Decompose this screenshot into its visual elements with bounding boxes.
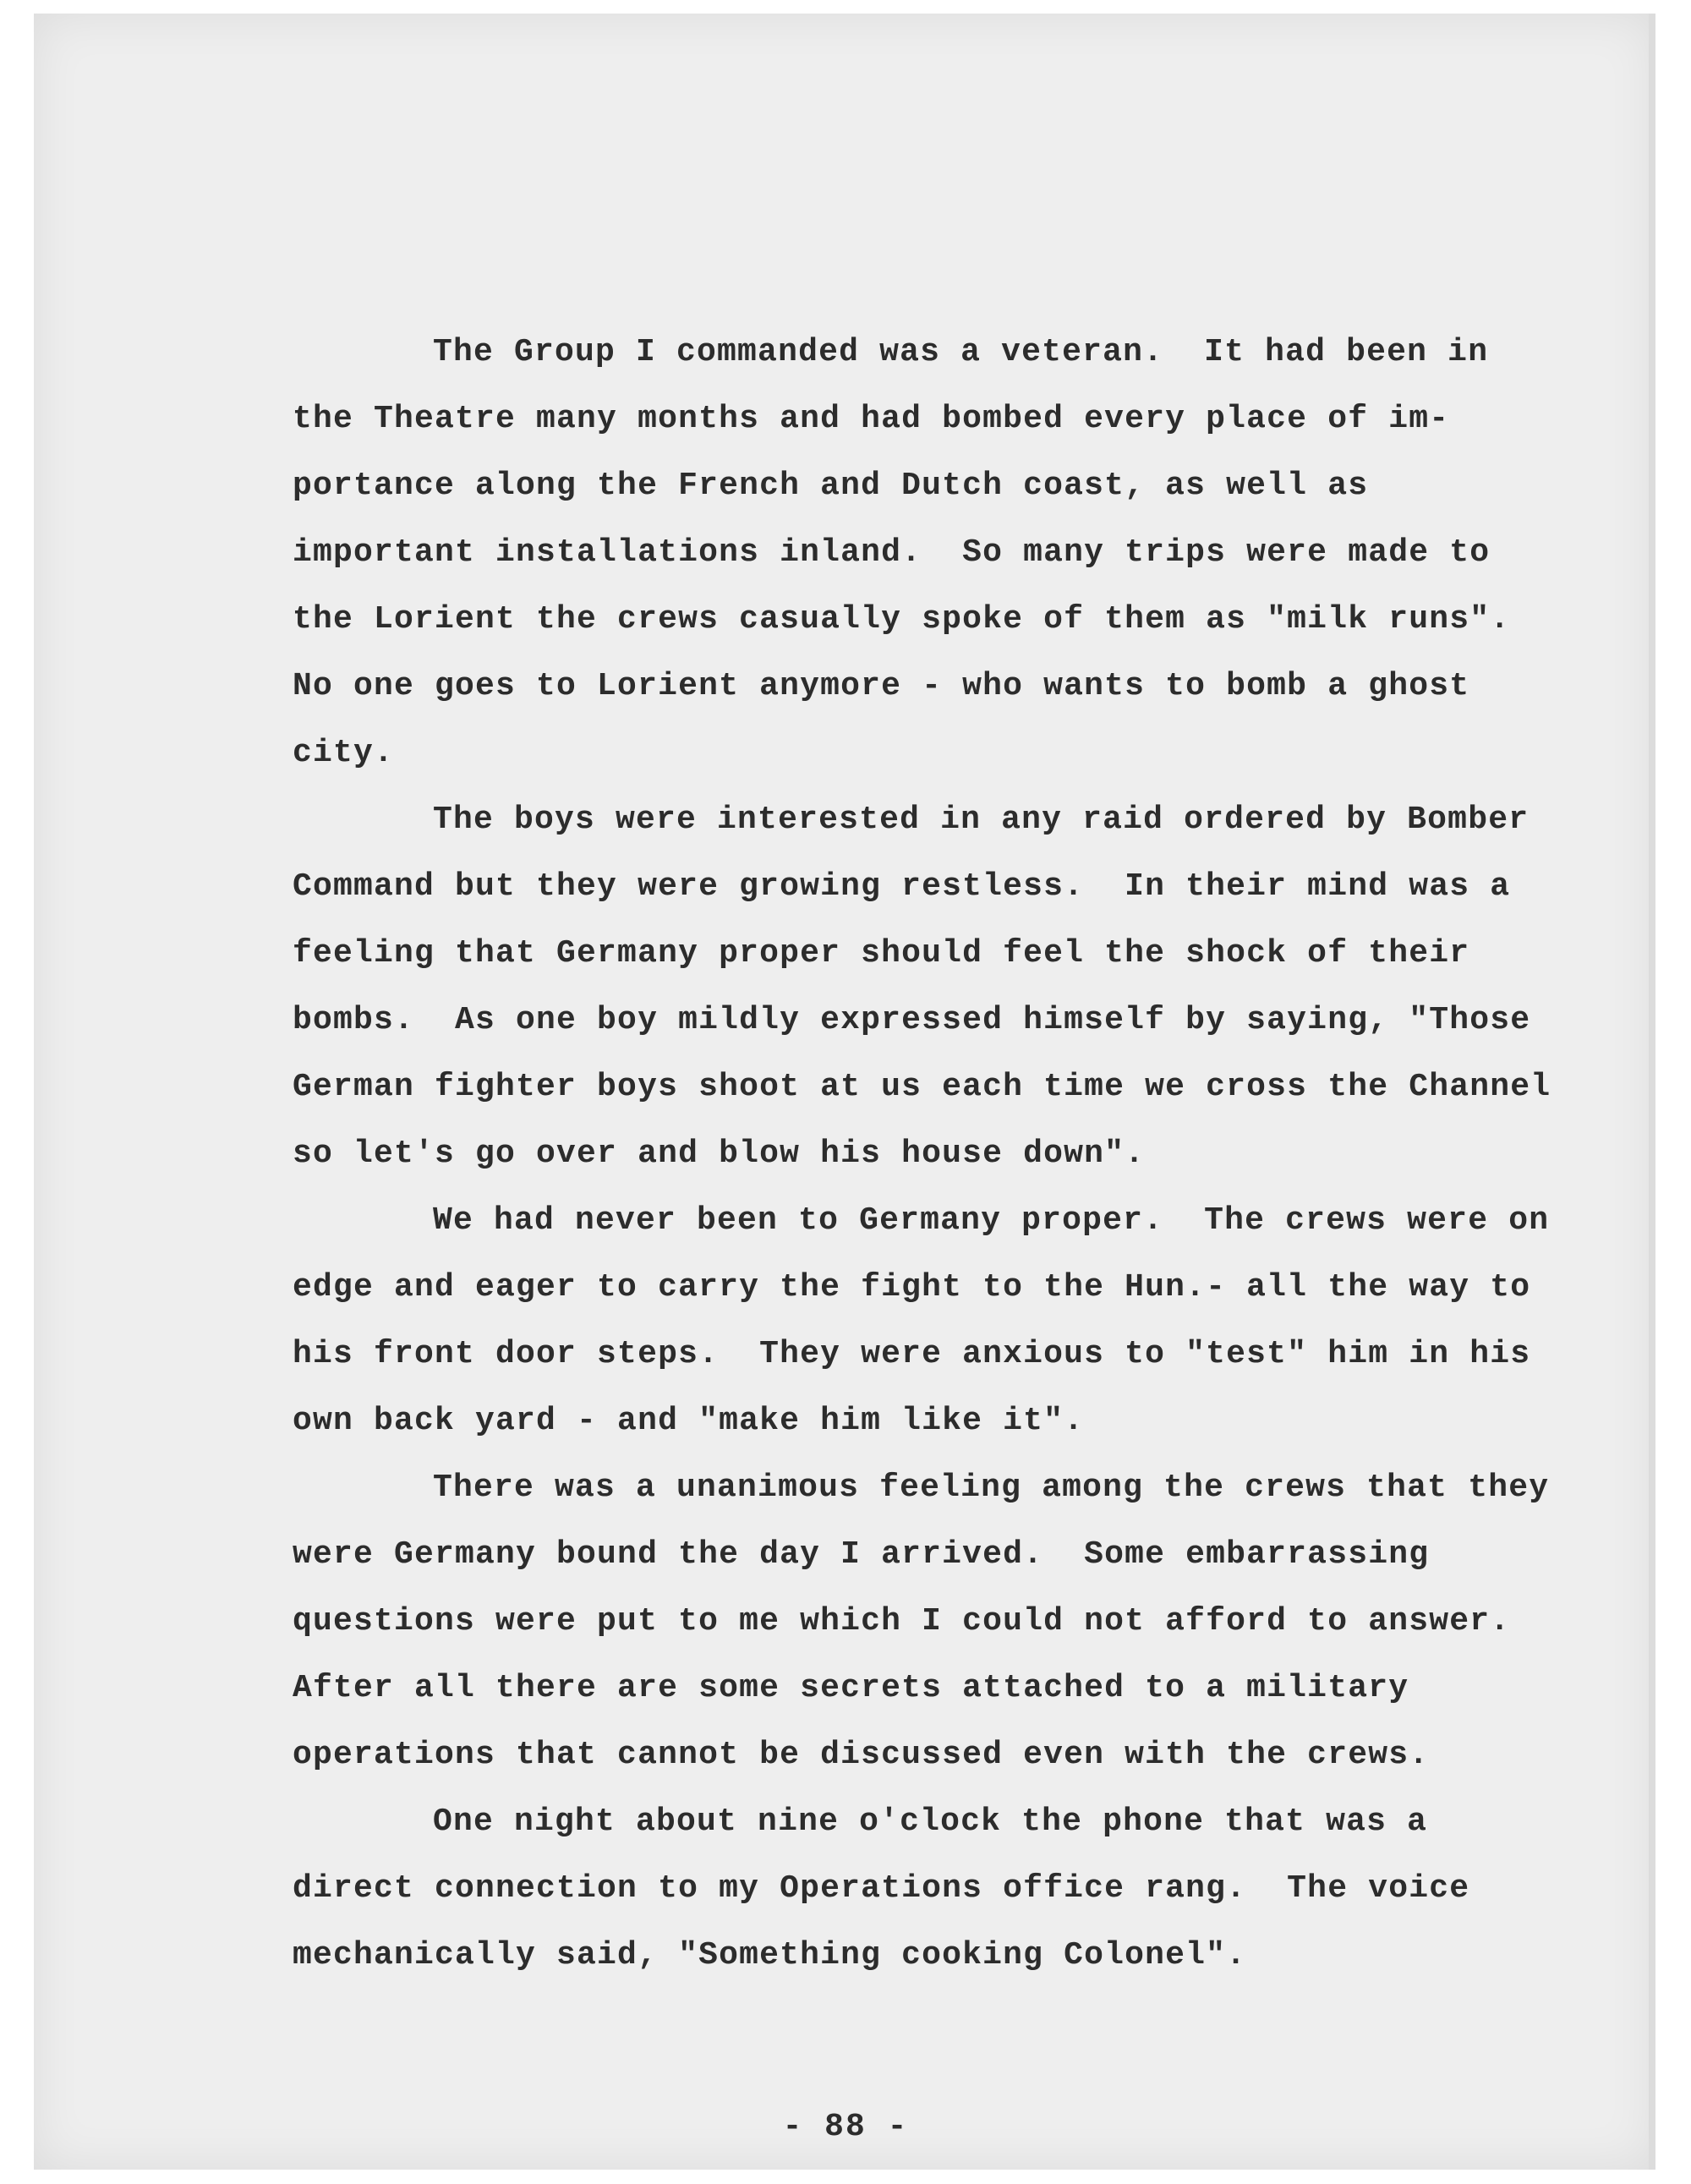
- paragraph-3-line-4: own back yard - and "make him like it".: [293, 1403, 1085, 1439]
- paragraph-2-line-6: so let's go over and blow his house down".: [293, 1136, 1146, 1172]
- paragraph-3-line-1: We had never been to Germany proper. The crews were on: [433, 1202, 1550, 1239]
- paragraph-3-line-3: his front door steps. They were anxious to "test" him in his: [293, 1336, 1531, 1372]
- paragraph-5-line-1: One night about nine o'clock the phone that was a: [433, 1804, 1428, 1840]
- paragraph-4-line-3: questions were put to me which I could not afford to answer.: [293, 1603, 1511, 1639]
- page-number: - 88 -: [782, 2109, 909, 2145]
- paragraph-2-line-4: bombs. As one boy mildly expressed himself by saying, "Those: [293, 1002, 1531, 1038]
- paragraph-3-line-2: edge and eager to carry the fight to the Hun.- all the way to: [293, 1269, 1531, 1305]
- paragraph-4-line-4: After all there are some secrets attached to a military: [293, 1670, 1409, 1706]
- page-edge: [1649, 14, 1655, 2170]
- paragraph-4-line-1: There was a unanimous feeling among the crews that they: [433, 1470, 1550, 1506]
- paragraph-2-line-3: feeling that Germany proper should feel the shock of their: [293, 935, 1470, 972]
- paragraph-2-line-1: The boys were interested in any raid ordered by Bomber: [433, 802, 1530, 838]
- paragraph-1-line-6: No one goes to Lorient anymore - who wants to bomb a ghost: [293, 668, 1470, 704]
- paragraph-2-line-2: Command but they were growing restless. In their mind was a: [293, 868, 1511, 905]
- paragraph-4-line-5: operations that cannot be discussed even with the crews.: [293, 1737, 1430, 1773]
- paragraph-4-line-2: were Germany bound the day I arrived. Some embarrassing: [293, 1536, 1430, 1573]
- paragraph-1-line-5: the Lorient the crews casually spoke of them as "milk runs".: [293, 601, 1511, 638]
- paragraph-1-line-4: important installations inland. So many trips were made to: [293, 534, 1491, 571]
- body-text: [293, 319, 1551, 1989]
- paragraph-1-line-2: the Theatre many months and had bombed every place of im-: [293, 401, 1450, 437]
- paragraph-2-line-5: German fighter boys shoot at us each time we cross the Channel: [293, 1069, 1551, 1105]
- paragraph-1-line-1: The Group I commanded was a veteran. It had been in: [433, 334, 1489, 370]
- paragraph-1-line-7: city.: [293, 735, 395, 771]
- paragraph-1-line-3: portance along the French and Dutch coast, as well as: [293, 468, 1369, 504]
- paragraph-5-line-2: direct connection to my Operations office rang. The voice: [293, 1870, 1470, 1907]
- paragraph-5-line-3: mechanically said, "Something cooking Colonel".: [293, 1937, 1247, 1973]
